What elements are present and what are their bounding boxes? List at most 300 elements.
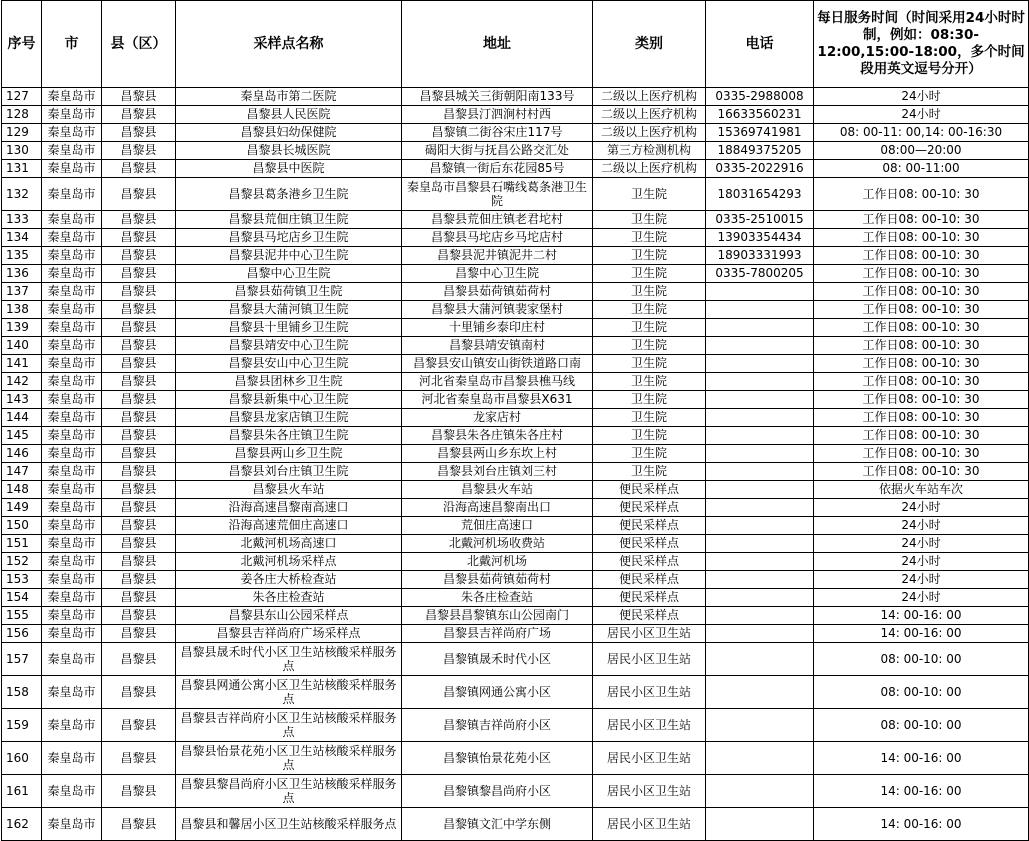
table-row	[2, 589, 1029, 607]
cell-category: 居民小区卫生站	[593, 676, 706, 709]
cell-address: 北戴河机场	[402, 553, 593, 571]
cell-no: 142	[2, 373, 42, 391]
cell-category: 居民小区卫生站	[593, 775, 706, 808]
cell-phone	[706, 463, 814, 481]
cell-service-time: 工作日08: 00-10: 30	[814, 427, 1029, 445]
cell-no: 155	[2, 607, 42, 625]
table-row	[2, 160, 1029, 178]
table-row	[2, 391, 1029, 409]
cell-city: 秦皇岛市	[42, 775, 102, 808]
cell-city: 秦皇岛市	[42, 160, 102, 178]
header-no: 序号	[2, 1, 42, 88]
cell-phone	[706, 775, 814, 808]
cell-county: 昌黎县	[102, 517, 176, 535]
cell-phone	[706, 427, 814, 445]
cell-service-time: 24小时	[814, 517, 1029, 535]
cell-no: 141	[2, 355, 42, 373]
cell-site: 沿海高速荒佃庄高速口	[176, 517, 402, 535]
cell-no: 152	[2, 553, 42, 571]
cell-site: 北戴河机场高速口	[176, 535, 402, 553]
cell-service-time: 24小时	[814, 106, 1029, 124]
cell-address: 昌黎县荒佃庄镇老君坨村	[402, 211, 593, 229]
cell-site: 昌黎县安山中心卫生院	[176, 355, 402, 373]
cell-category: 卫生院	[593, 409, 706, 427]
cell-site: 昌黎县马坨店乡卫生院	[176, 229, 402, 247]
cell-county: 昌黎县	[102, 301, 176, 319]
cell-category: 卫生院	[593, 283, 706, 301]
cell-service-time: 工作日08: 00-10: 30	[814, 391, 1029, 409]
cell-category: 卫生院	[593, 178, 706, 211]
cell-no: 136	[2, 265, 42, 283]
cell-service-time: 工作日08: 00-10: 30	[814, 211, 1029, 229]
cell-city: 秦皇岛市	[42, 517, 102, 535]
cell-site: 昌黎县大蒲河镇卫生院	[176, 301, 402, 319]
cell-no: 135	[2, 247, 42, 265]
cell-category: 便民采样点	[593, 535, 706, 553]
cell-address: 昌黎镇吉祥尚府小区	[402, 709, 593, 742]
cell-category: 便民采样点	[593, 481, 706, 499]
cell-category: 卫生院	[593, 445, 706, 463]
cell-city: 秦皇岛市	[42, 742, 102, 775]
cell-service-time: 工作日08: 00-10: 30	[814, 373, 1029, 391]
cell-category: 卫生院	[593, 301, 706, 319]
cell-city: 秦皇岛市	[42, 499, 102, 517]
cell-address: 昌黎县靖安镇南村	[402, 337, 593, 355]
cell-no: 137	[2, 283, 42, 301]
table-row	[2, 142, 1029, 160]
cell-category: 第三方检测机构	[593, 142, 706, 160]
cell-address: 昌黎县朱各庄镇朱各庄村	[402, 427, 593, 445]
cell-service-time: 工作日08: 00-10: 30	[814, 301, 1029, 319]
cell-no: 133	[2, 211, 42, 229]
cell-county: 昌黎县	[102, 643, 176, 676]
cell-site: 沿海高速昌黎南高速口	[176, 499, 402, 517]
cell-city: 秦皇岛市	[42, 409, 102, 427]
cell-site: 昌黎县和馨居小区卫生站核酸采样服务点	[176, 808, 402, 841]
cell-address: 昌黎县汀泗涧村村西	[402, 106, 593, 124]
cell-category: 便民采样点	[593, 553, 706, 571]
cell-category: 居民小区卫生站	[593, 808, 706, 841]
cell-city: 秦皇岛市	[42, 709, 102, 742]
cell-category: 便民采样点	[593, 517, 706, 535]
cell-service-time: 工作日08: 00-10: 30	[814, 463, 1029, 481]
cell-service-time: 08: 00-10: 00	[814, 676, 1029, 709]
cell-service-time: 24小时	[814, 553, 1029, 571]
cell-phone	[706, 283, 814, 301]
cell-site: 昌黎县长城医院	[176, 142, 402, 160]
cell-phone	[706, 373, 814, 391]
cell-phone	[706, 481, 814, 499]
cell-city: 秦皇岛市	[42, 553, 102, 571]
cell-address: 昌黎镇黎昌尚府小区	[402, 775, 593, 808]
cell-county: 昌黎县	[102, 445, 176, 463]
cell-county: 昌黎县	[102, 283, 176, 301]
cell-phone	[706, 535, 814, 553]
cell-site: 昌黎县龙家店镇卫生院	[176, 409, 402, 427]
cell-city: 秦皇岛市	[42, 607, 102, 625]
cell-no: 161	[2, 775, 42, 808]
cell-county: 昌黎县	[102, 373, 176, 391]
header-category: 类别	[593, 1, 706, 88]
cell-city: 秦皇岛市	[42, 142, 102, 160]
cell-category: 居民小区卫生站	[593, 742, 706, 775]
cell-site: 昌黎县怡景花苑小区卫生站核酸采样服务点	[176, 742, 402, 775]
cell-county: 昌黎县	[102, 229, 176, 247]
cell-county: 昌黎县	[102, 391, 176, 409]
cell-no: 147	[2, 463, 42, 481]
cell-county: 昌黎县	[102, 247, 176, 265]
header-phone: 电话	[706, 1, 814, 88]
cell-phone: 0335-2022916	[706, 160, 814, 178]
cell-site: 昌黎县晟禾时代小区卫生站核酸采样服务点	[176, 643, 402, 676]
cell-county: 昌黎县	[102, 355, 176, 373]
cell-city: 秦皇岛市	[42, 229, 102, 247]
header-site: 采样点名称	[176, 1, 402, 88]
cell-no: 157	[2, 643, 42, 676]
table-row	[2, 808, 1029, 841]
cell-category: 便民采样点	[593, 589, 706, 607]
cell-address: 昌黎镇晟禾时代小区	[402, 643, 593, 676]
cell-site: 北戴河机场采样点	[176, 553, 402, 571]
table-row	[2, 427, 1029, 445]
cell-service-time: 08: 00-11: 00,14: 00-16:30	[814, 124, 1029, 142]
cell-no: 159	[2, 709, 42, 742]
cell-site: 昌黎县火车站	[176, 481, 402, 499]
header-service-time: 每日服务时间（时间采用24小时时制，例如：08:30-12:00,15:00-18:00，多个时间段用英文逗号分开）	[814, 1, 1029, 88]
cell-no: 149	[2, 499, 42, 517]
cell-phone	[706, 625, 814, 643]
cell-category: 卫生院	[593, 463, 706, 481]
cell-service-time: 工作日08: 00-10: 30	[814, 229, 1029, 247]
cell-address: 昌黎镇二街谷宋庄117号	[402, 124, 593, 142]
cell-county: 昌黎县	[102, 142, 176, 160]
table-row	[2, 211, 1029, 229]
cell-phone	[706, 553, 814, 571]
cell-site: 昌黎县团林乡卫生院	[176, 373, 402, 391]
cell-category: 卫生院	[593, 247, 706, 265]
sampling-sites-table	[1, 0, 1029, 841]
table-row	[2, 742, 1029, 775]
cell-county: 昌黎县	[102, 211, 176, 229]
cell-city: 秦皇岛市	[42, 301, 102, 319]
cell-service-time: 24小时	[814, 589, 1029, 607]
cell-county: 昌黎县	[102, 808, 176, 841]
cell-phone	[706, 445, 814, 463]
cell-city: 秦皇岛市	[42, 676, 102, 709]
cell-address: 沿海高速昌黎南出口	[402, 499, 593, 517]
cell-site: 昌黎县新集中心卫生院	[176, 391, 402, 409]
cell-no: 150	[2, 517, 42, 535]
table-row	[2, 625, 1029, 643]
cell-category: 卫生院	[593, 427, 706, 445]
cell-service-time: 工作日08: 00-10: 30	[814, 355, 1029, 373]
cell-address: 河北省秦皇岛市昌黎县X631	[402, 391, 593, 409]
table-row	[2, 481, 1029, 499]
cell-no: 146	[2, 445, 42, 463]
cell-county: 昌黎县	[102, 775, 176, 808]
cell-county: 昌黎县	[102, 499, 176, 517]
cell-service-time: 依据火车站车次	[814, 481, 1029, 499]
cell-site: 昌黎县妇幼保健院	[176, 124, 402, 142]
cell-phone	[706, 709, 814, 742]
cell-service-time: 14: 00-16: 00	[814, 808, 1029, 841]
table-row	[2, 517, 1029, 535]
cell-category: 居民小区卫生站	[593, 709, 706, 742]
cell-no: 144	[2, 409, 42, 427]
cell-no: 156	[2, 625, 42, 643]
cell-city: 秦皇岛市	[42, 373, 102, 391]
cell-service-time: 工作日08: 00-10: 30	[814, 445, 1029, 463]
cell-site: 昌黎县茹荷镇卫生院	[176, 283, 402, 301]
cell-address: 昌黎镇一街后东花园85号	[402, 160, 593, 178]
cell-site: 昌黎县十里铺乡卫生院	[176, 319, 402, 337]
cell-no: 151	[2, 535, 42, 553]
cell-phone: 18903331993	[706, 247, 814, 265]
cell-county: 昌黎县	[102, 265, 176, 283]
table-row	[2, 535, 1029, 553]
cell-site: 昌黎中心卫生院	[176, 265, 402, 283]
cell-no: 127	[2, 88, 42, 106]
cell-service-time: 08:00—20:00	[814, 142, 1029, 160]
cell-address: 昌黎县安山镇安山街铁道路口南	[402, 355, 593, 373]
cell-site: 昌黎县两山乡卫生院	[176, 445, 402, 463]
cell-category: 二级以上医疗机构	[593, 88, 706, 106]
cell-phone	[706, 607, 814, 625]
cell-service-time: 工作日08: 00-10: 30	[814, 178, 1029, 211]
cell-county: 昌黎县	[102, 589, 176, 607]
cell-county: 昌黎县	[102, 319, 176, 337]
table-body	[2, 88, 1029, 841]
table-row	[2, 319, 1029, 337]
table-row	[2, 301, 1029, 319]
cell-address: 昌黎镇文汇中学东侧	[402, 808, 593, 841]
cell-phone	[706, 409, 814, 427]
cell-city: 秦皇岛市	[42, 265, 102, 283]
cell-address: 昌黎镇网通公寓小区	[402, 676, 593, 709]
cell-city: 秦皇岛市	[42, 124, 102, 142]
header-row	[2, 1, 1029, 88]
cell-address: 昌黎中心卫生院	[402, 265, 593, 283]
cell-address: 昌黎县刘台庄镇刘三村	[402, 463, 593, 481]
cell-address: 河北省秦皇岛市昌黎县樵马线	[402, 373, 593, 391]
cell-category: 二级以上医疗机构	[593, 106, 706, 124]
table-row	[2, 124, 1029, 142]
cell-no: 138	[2, 301, 42, 319]
table-row	[2, 643, 1029, 676]
table-row	[2, 373, 1029, 391]
table-row	[2, 607, 1029, 625]
table-row	[2, 463, 1029, 481]
cell-phone: 13903354434	[706, 229, 814, 247]
table-row	[2, 499, 1029, 517]
cell-address: 秦皇岛市昌黎县石嘴线葛条港卫生院	[402, 178, 593, 211]
cell-phone	[706, 391, 814, 409]
cell-category: 卫生院	[593, 265, 706, 283]
cell-county: 昌黎县	[102, 88, 176, 106]
cell-phone	[706, 517, 814, 535]
cell-address: 昌黎县城关三街朝阳南133号	[402, 88, 593, 106]
cell-phone: 0335-7800205	[706, 265, 814, 283]
cell-site: 秦皇岛市第二医院	[176, 88, 402, 106]
cell-service-time: 24小时	[814, 499, 1029, 517]
cell-county: 昌黎县	[102, 607, 176, 625]
cell-site: 昌黎县中医院	[176, 160, 402, 178]
cell-service-time: 工作日08: 00-10: 30	[814, 247, 1029, 265]
cell-category: 便民采样点	[593, 571, 706, 589]
cell-phone: 0335-2988008	[706, 88, 814, 106]
table-row	[2, 355, 1029, 373]
cell-phone	[706, 808, 814, 841]
cell-city: 秦皇岛市	[42, 319, 102, 337]
table-row	[2, 445, 1029, 463]
cell-no: 158	[2, 676, 42, 709]
cell-category: 便民采样点	[593, 607, 706, 625]
cell-city: 秦皇岛市	[42, 427, 102, 445]
cell-phone	[706, 301, 814, 319]
cell-address: 龙家店村	[402, 409, 593, 427]
cell-site: 昌黎县东山公园采样点	[176, 607, 402, 625]
cell-site: 昌黎县黎昌尚府小区卫生站核酸采样服务点	[176, 775, 402, 808]
cell-county: 昌黎县	[102, 427, 176, 445]
cell-address: 昌黎县昌黎镇东山公园南门	[402, 607, 593, 625]
cell-phone: 18849375205	[706, 142, 814, 160]
cell-county: 昌黎县	[102, 178, 176, 211]
cell-address: 碣阳大街与抚昌公路交汇处	[402, 142, 593, 160]
cell-address: 朱各庄检查站	[402, 589, 593, 607]
cell-service-time: 工作日08: 00-10: 30	[814, 319, 1029, 337]
cell-county: 昌黎县	[102, 124, 176, 142]
cell-address: 昌黎县火车站	[402, 481, 593, 499]
cell-city: 秦皇岛市	[42, 283, 102, 301]
cell-address: 荒佃庄高速口	[402, 517, 593, 535]
cell-county: 昌黎县	[102, 409, 176, 427]
cell-service-time: 14: 00-16: 00	[814, 607, 1029, 625]
cell-address: 昌黎县茹荷镇茹荷村	[402, 283, 593, 301]
cell-category: 二级以上医疗机构	[593, 160, 706, 178]
cell-service-time: 14: 00-16: 00	[814, 742, 1029, 775]
table-row	[2, 709, 1029, 742]
table-row	[2, 553, 1029, 571]
cell-service-time: 工作日08: 00-10: 30	[814, 337, 1029, 355]
cell-no: 162	[2, 808, 42, 841]
cell-site: 昌黎县葛条港乡卫生院	[176, 178, 402, 211]
cell-no: 143	[2, 391, 42, 409]
cell-category: 卫生院	[593, 391, 706, 409]
cell-county: 昌黎县	[102, 535, 176, 553]
table-row	[2, 178, 1029, 211]
cell-no: 128	[2, 106, 42, 124]
cell-city: 秦皇岛市	[42, 808, 102, 841]
cell-no: 140	[2, 337, 42, 355]
cell-city: 秦皇岛市	[42, 643, 102, 676]
cell-city: 秦皇岛市	[42, 481, 102, 499]
cell-county: 昌黎县	[102, 553, 176, 571]
cell-no: 153	[2, 571, 42, 589]
cell-phone	[706, 337, 814, 355]
cell-address: 昌黎县吉祥尚府广场	[402, 625, 593, 643]
cell-city: 秦皇岛市	[42, 391, 102, 409]
header-address: 地址	[402, 1, 593, 88]
cell-city: 秦皇岛市	[42, 247, 102, 265]
cell-site: 昌黎县荒佃庄镇卫生院	[176, 211, 402, 229]
table-row	[2, 676, 1029, 709]
cell-city: 秦皇岛市	[42, 211, 102, 229]
cell-address: 昌黎县茹荷镇茹荷村	[402, 571, 593, 589]
cell-city: 秦皇岛市	[42, 625, 102, 643]
cell-category: 便民采样点	[593, 499, 706, 517]
cell-site: 昌黎县吉祥尚府小区卫生站核酸采样服务点	[176, 709, 402, 742]
cell-city: 秦皇岛市	[42, 589, 102, 607]
cell-service-time: 工作日08: 00-10: 30	[814, 265, 1029, 283]
cell-category: 卫生院	[593, 211, 706, 229]
table-row	[2, 337, 1029, 355]
cell-site: 昌黎县吉祥尚府广场采样点	[176, 625, 402, 643]
cell-phone	[706, 643, 814, 676]
cell-site: 昌黎县人民医院	[176, 106, 402, 124]
cell-site: 昌黎县靖安中心卫生院	[176, 337, 402, 355]
cell-city: 秦皇岛市	[42, 463, 102, 481]
cell-address: 昌黎县两山乡东坎上村	[402, 445, 593, 463]
cell-service-time: 工作日08: 00-10: 30	[814, 283, 1029, 301]
cell-county: 昌黎县	[102, 742, 176, 775]
cell-service-time: 08: 00-10: 00	[814, 643, 1029, 676]
cell-county: 昌黎县	[102, 676, 176, 709]
cell-city: 秦皇岛市	[42, 106, 102, 124]
cell-phone: 15369741981	[706, 124, 814, 142]
cell-no: 160	[2, 742, 42, 775]
table-row	[2, 775, 1029, 808]
table-row	[2, 409, 1029, 427]
cell-county: 昌黎县	[102, 160, 176, 178]
cell-phone: 18031654293	[706, 178, 814, 211]
header-city: 市	[42, 1, 102, 88]
cell-address: 昌黎县马坨店乡马坨店村	[402, 229, 593, 247]
cell-county: 昌黎县	[102, 106, 176, 124]
table-row	[2, 229, 1029, 247]
cell-no: 148	[2, 481, 42, 499]
cell-address: 十里铺乡泰印庄村	[402, 319, 593, 337]
table-row	[2, 265, 1029, 283]
cell-phone	[706, 355, 814, 373]
cell-category: 居民小区卫生站	[593, 625, 706, 643]
cell-city: 秦皇岛市	[42, 535, 102, 553]
cell-service-time: 24小时	[814, 571, 1029, 589]
cell-address: 北戴河机场收费站	[402, 535, 593, 553]
cell-site: 昌黎县泥井中心卫生院	[176, 247, 402, 265]
cell-address: 昌黎县泥井镇泥井二村	[402, 247, 593, 265]
cell-service-time: 24小时	[814, 88, 1029, 106]
cell-county: 昌黎县	[102, 463, 176, 481]
cell-category: 卫生院	[593, 319, 706, 337]
cell-phone	[706, 499, 814, 517]
cell-phone	[706, 742, 814, 775]
cell-site: 姜各庄大桥检查站	[176, 571, 402, 589]
cell-city: 秦皇岛市	[42, 178, 102, 211]
cell-service-time: 08: 00-10: 00	[814, 709, 1029, 742]
cell-phone: 0335-2510015	[706, 211, 814, 229]
cell-no: 139	[2, 319, 42, 337]
cell-phone: 16633560231	[706, 106, 814, 124]
cell-category: 卫生院	[593, 355, 706, 373]
cell-no: 134	[2, 229, 42, 247]
cell-phone	[706, 676, 814, 709]
table-row	[2, 106, 1029, 124]
cell-county: 昌黎县	[102, 625, 176, 643]
cell-city: 秦皇岛市	[42, 337, 102, 355]
cell-address: 昌黎镇怡景花苑小区	[402, 742, 593, 775]
cell-service-time: 14: 00-16: 00	[814, 625, 1029, 643]
table-row	[2, 247, 1029, 265]
